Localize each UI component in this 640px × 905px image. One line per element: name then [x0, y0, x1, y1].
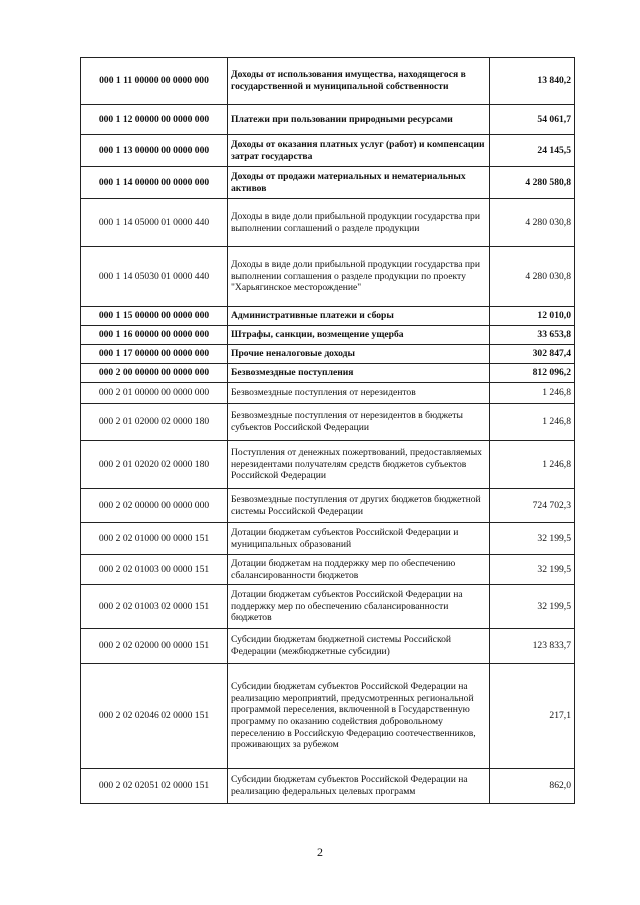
amount-cell: 12 010,0: [490, 307, 575, 326]
revenue-name-cell: Безвозмездные поступления от нерезидентов: [228, 383, 490, 404]
budget-code-cell: 000 2 02 00000 00 0000 000: [81, 489, 228, 523]
revenue-name-cell: Субсидии бюджетам субъектов Российской Федерации на реализацию федеральных целевых программ: [228, 769, 490, 804]
table-row: [81, 555, 575, 585]
table-row: [81, 135, 575, 167]
amount-cell: 13 840,2: [490, 58, 575, 105]
table-row: [81, 664, 575, 769]
budget-code-cell: 000 2 02 01003 02 0000 151: [81, 585, 228, 629]
revenue-name-cell: Безвозмездные поступления от нерезидентов в бюджеты субъектов Российской Федерации: [228, 404, 490, 441]
table-row: [81, 105, 575, 135]
revenue-table: [80, 57, 575, 804]
amount-cell: 812 096,2: [490, 364, 575, 383]
table-row: [81, 247, 575, 307]
budget-code-cell: 000 2 00 00000 00 0000 000: [81, 364, 228, 383]
amount-cell: 1 246,8: [490, 404, 575, 441]
table-row: [81, 167, 575, 199]
amount-cell: 123 833,7: [490, 629, 575, 664]
amount-cell: 862,0: [490, 769, 575, 804]
revenue-name-cell: Административные платежи и сборы: [228, 307, 490, 326]
amount-cell: 32 199,5: [490, 585, 575, 629]
revenue-name-cell: Безвозмездные поступления от других бюджетов бюджетной системы Российской Федерации: [228, 489, 490, 523]
amount-cell: 1 246,8: [490, 383, 575, 404]
budget-code-cell: 000 1 13 00000 00 0000 000: [81, 135, 228, 167]
revenue-name-cell: Субсидии бюджетам субъектов Российской Федерации на реализацию мероприятий, предусмотренных региональной программой переселения, включенной в Государственную программу по оказанию содействия добровольному переселению в Российскую Федерацию соотечественников, проживающих за рубежом: [228, 664, 490, 769]
revenue-name-cell: Поступления от денежных пожертвований, предоставляемых нерезидентами получателям средств бюджетов субъектов Российской Федерации: [228, 441, 490, 489]
budget-code-cell: 000 1 17 00000 00 0000 000: [81, 345, 228, 364]
amount-cell: 302 847,4: [490, 345, 575, 364]
budget-code-cell: 000 2 02 02051 02 0000 151: [81, 769, 228, 804]
revenue-name-cell: Дотации бюджетам субъектов Российской Федерации на поддержку мер по обеспечению сбалансированности бюджетов: [228, 585, 490, 629]
page-number: 2: [317, 845, 323, 859]
amount-cell: 32 199,5: [490, 523, 575, 555]
revenue-table-body: [81, 58, 575, 804]
table-row: [81, 523, 575, 555]
budget-code-cell: 000 1 14 05000 01 0000 440: [81, 199, 228, 247]
amount-cell: 54 061,7: [490, 105, 575, 135]
budget-code-cell: 000 2 02 02046 02 0000 151: [81, 664, 228, 769]
revenue-name-cell: Дотации бюджетам на поддержку мер по обеспечению сбалансированности бюджетов: [228, 555, 490, 585]
revenue-name-cell: Доходы в виде доли прибыльной продукции государства при выполнении соглашения о разделе продукции по проекту "Харьягинское месторождение": [228, 247, 490, 307]
budget-code-cell: 000 2 01 00000 00 0000 000: [81, 383, 228, 404]
amount-cell: 24 145,5: [490, 135, 575, 167]
amount-cell: 33 653,8: [490, 326, 575, 345]
budget-code-cell: 000 2 02 01003 00 0000 151: [81, 555, 228, 585]
revenue-name-cell: Штрафы, санкции, возмещение ущерба: [228, 326, 490, 345]
revenue-name-cell: Платежи при пользовании природными ресурсами: [228, 105, 490, 135]
revenue-name-cell: Прочие неналоговые доходы: [228, 345, 490, 364]
table-row: [81, 383, 575, 404]
revenue-name-cell: Дотации бюджетам субъектов Российской Федерации и муниципальных образований: [228, 523, 490, 555]
budget-code-cell: 000 1 12 00000 00 0000 000: [81, 105, 228, 135]
table-row: [81, 364, 575, 383]
amount-cell: 4 280 030,8: [490, 247, 575, 307]
revenue-name-cell: Доходы от использования имущества, находящегося в государственной и муниципальной собственности: [228, 58, 490, 105]
table-row: [81, 326, 575, 345]
revenue-name-cell: Доходы в виде доли прибыльной продукции государства при выполнении соглашений о разделе продукции: [228, 199, 490, 247]
budget-code-cell: 000 1 11 00000 00 0000 000: [81, 58, 228, 105]
amount-cell: 217,1: [490, 664, 575, 769]
budget-code-cell: 000 1 14 00000 00 0000 000: [81, 167, 228, 199]
amount-cell: 4 280 580,8: [490, 167, 575, 199]
revenue-name-cell: Безвозмездные поступления: [228, 364, 490, 383]
budget-code-cell: 000 2 02 02000 00 0000 151: [81, 629, 228, 664]
amount-cell: 1 246,8: [490, 441, 575, 489]
table-row: [81, 585, 575, 629]
revenue-name-cell: Субсидии бюджетам бюджетной системы Российской Федерации (межбюджетные субсидии): [228, 629, 490, 664]
budget-code-cell: 000 1 16 00000 00 0000 000: [81, 326, 228, 345]
table-row: [81, 345, 575, 364]
revenue-name-cell: Доходы от продажи материальных и нематериальных активов: [228, 167, 490, 199]
table-row: [81, 58, 575, 105]
amount-cell: 32 199,5: [490, 555, 575, 585]
table-row: [81, 629, 575, 664]
table-row: [81, 489, 575, 523]
budget-code-cell: 000 2 01 02020 02 0000 180: [81, 441, 228, 489]
budget-code-cell: 000 1 15 00000 00 0000 000: [81, 307, 228, 326]
table-row: [81, 404, 575, 441]
budget-code-cell: 000 2 01 02000 02 0000 180: [81, 404, 228, 441]
table-row: [81, 307, 575, 326]
amount-cell: 724 702,3: [490, 489, 575, 523]
table-row: [81, 441, 575, 489]
revenue-name-cell: Доходы от оказания платных услуг (работ) и компенсации затрат государства: [228, 135, 490, 167]
table-row: [81, 199, 575, 247]
amount-cell: 4 280 030,8: [490, 199, 575, 247]
budget-code-cell: 000 1 14 05030 01 0000 440: [81, 247, 228, 307]
budget-code-cell: 000 2 02 01000 00 0000 151: [81, 523, 228, 555]
table-row: [81, 769, 575, 804]
